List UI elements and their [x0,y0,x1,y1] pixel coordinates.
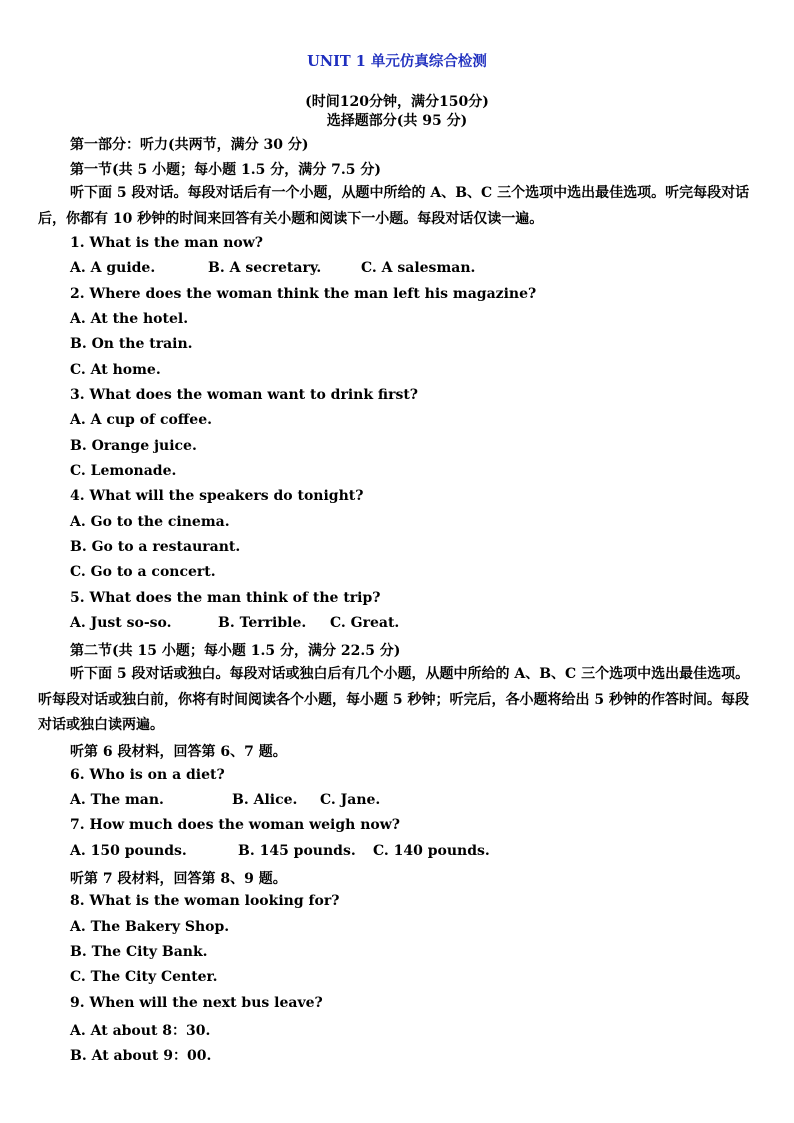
q8-option-b: B. The City Bank. [70,944,208,960]
q2-option-a: A. At the hotel. [70,311,189,327]
material6-heading: 听第 6 段材料，回答第 6、7 题。 [70,744,287,760]
section2-heading: 第二节(共 15 小题；每小题 1.5 分，满分 22.5 分) [70,643,401,659]
q5-option-a: A. Just so-so. [70,615,172,631]
q7-option-a: A. 150 pounds. [70,843,187,859]
q5-options [70,615,399,631]
q5-option-b: B. Terrible. [218,615,307,631]
q4-option-c: C. Go to a concert. [70,564,216,580]
q7-option-b: B. 145 pounds. [238,843,356,859]
section2-instructions: 听下面 5 段对话或独白。每段对话或独白后有几个小题，从题中所给的 A、B、C 三个选项中选出最佳选项。听每段对话或独白前，你将有时间阅读各个小题，每小题 5 秒钟；听完后，各小题将给出 5 秒钟的作答时间。每段对话或独白读两遍。 [38,666,750,733]
q6-stem: 6. Who is on a diet? [70,767,225,783]
q9-option-a: A. At about 8：30. [70,1023,211,1039]
part1-heading: 第一部分：听力(共两节，满分 30 分) [70,137,309,153]
section1-heading: 第一节(共 5 小题；每小题 1.5 分，满分 7.5 分) [70,162,381,178]
q5-option-c: C. Great. [330,615,400,631]
q6-option-b: B. Alice. [232,792,298,808]
q9-option-b: B. At about 9：00. [70,1048,212,1064]
q2-stem: 2. Where does the woman think the man left his magazine? [70,286,537,302]
q1-option-c: C. A salesman. [361,260,476,276]
choice-section-heading: 选择题部分(共 95 分) [326,113,468,129]
q7-stem: 7. How much does the woman weigh now? [70,817,400,833]
material7-heading: 听第 7 段材料，回答第 8、9 题。 [70,871,287,887]
q2-option-b: B. On the train. [70,336,193,352]
q6-options [70,792,380,808]
q5-stem: 5. What does the man think of the trip? [70,590,381,606]
q3-option-a: A. A cup of coffee. [70,412,212,428]
q8-option-a: A. The Bakery Shop. [70,919,230,935]
q7-option-c: C. 140 pounds. [373,843,490,859]
q4-option-b: B. Go to a restaurant. [70,539,241,555]
q3-option-b: B. Orange juice. [70,438,197,454]
q1-stem: 1. What is the man now? [70,235,264,251]
q3-stem: 3. What does the woman want to drink first? [70,387,419,403]
q1-option-a: A. A guide. [70,260,156,276]
q6-option-c: C. Jane. [320,792,381,808]
q9-stem: 9. When will the next bus leave? [70,995,323,1011]
q7-options [70,843,490,859]
section1-instructions: 听下面 5 段对话。每段对话后有一个小题，从题中所给的 A、B、C 三个选项中选出最佳选项。听完每段对话后，你都有 10 秒钟的时间来回答有关小题和阅读下一小题。每段对话仅读一遍。 [38,185,750,227]
document-title: UNIT 1 单元仿真综合检测 [307,53,487,70]
q6-option-a: A. The man. [70,792,164,808]
q1-options [70,260,475,276]
q4-option-a: A. Go to the cinema. [70,514,230,530]
q1-option-b: B. A secretary. [208,260,322,276]
q2-option-c: C. At home. [70,362,161,378]
time-info: (时间120分钟，满分150分) [305,94,489,110]
q4-stem: 4. What will the speakers do tonight? [70,488,364,504]
q8-option-c: C. The City Center. [70,969,218,985]
q8-stem: 8. What is the woman looking for? [70,893,340,909]
q3-option-c: C. Lemonade. [70,463,177,479]
